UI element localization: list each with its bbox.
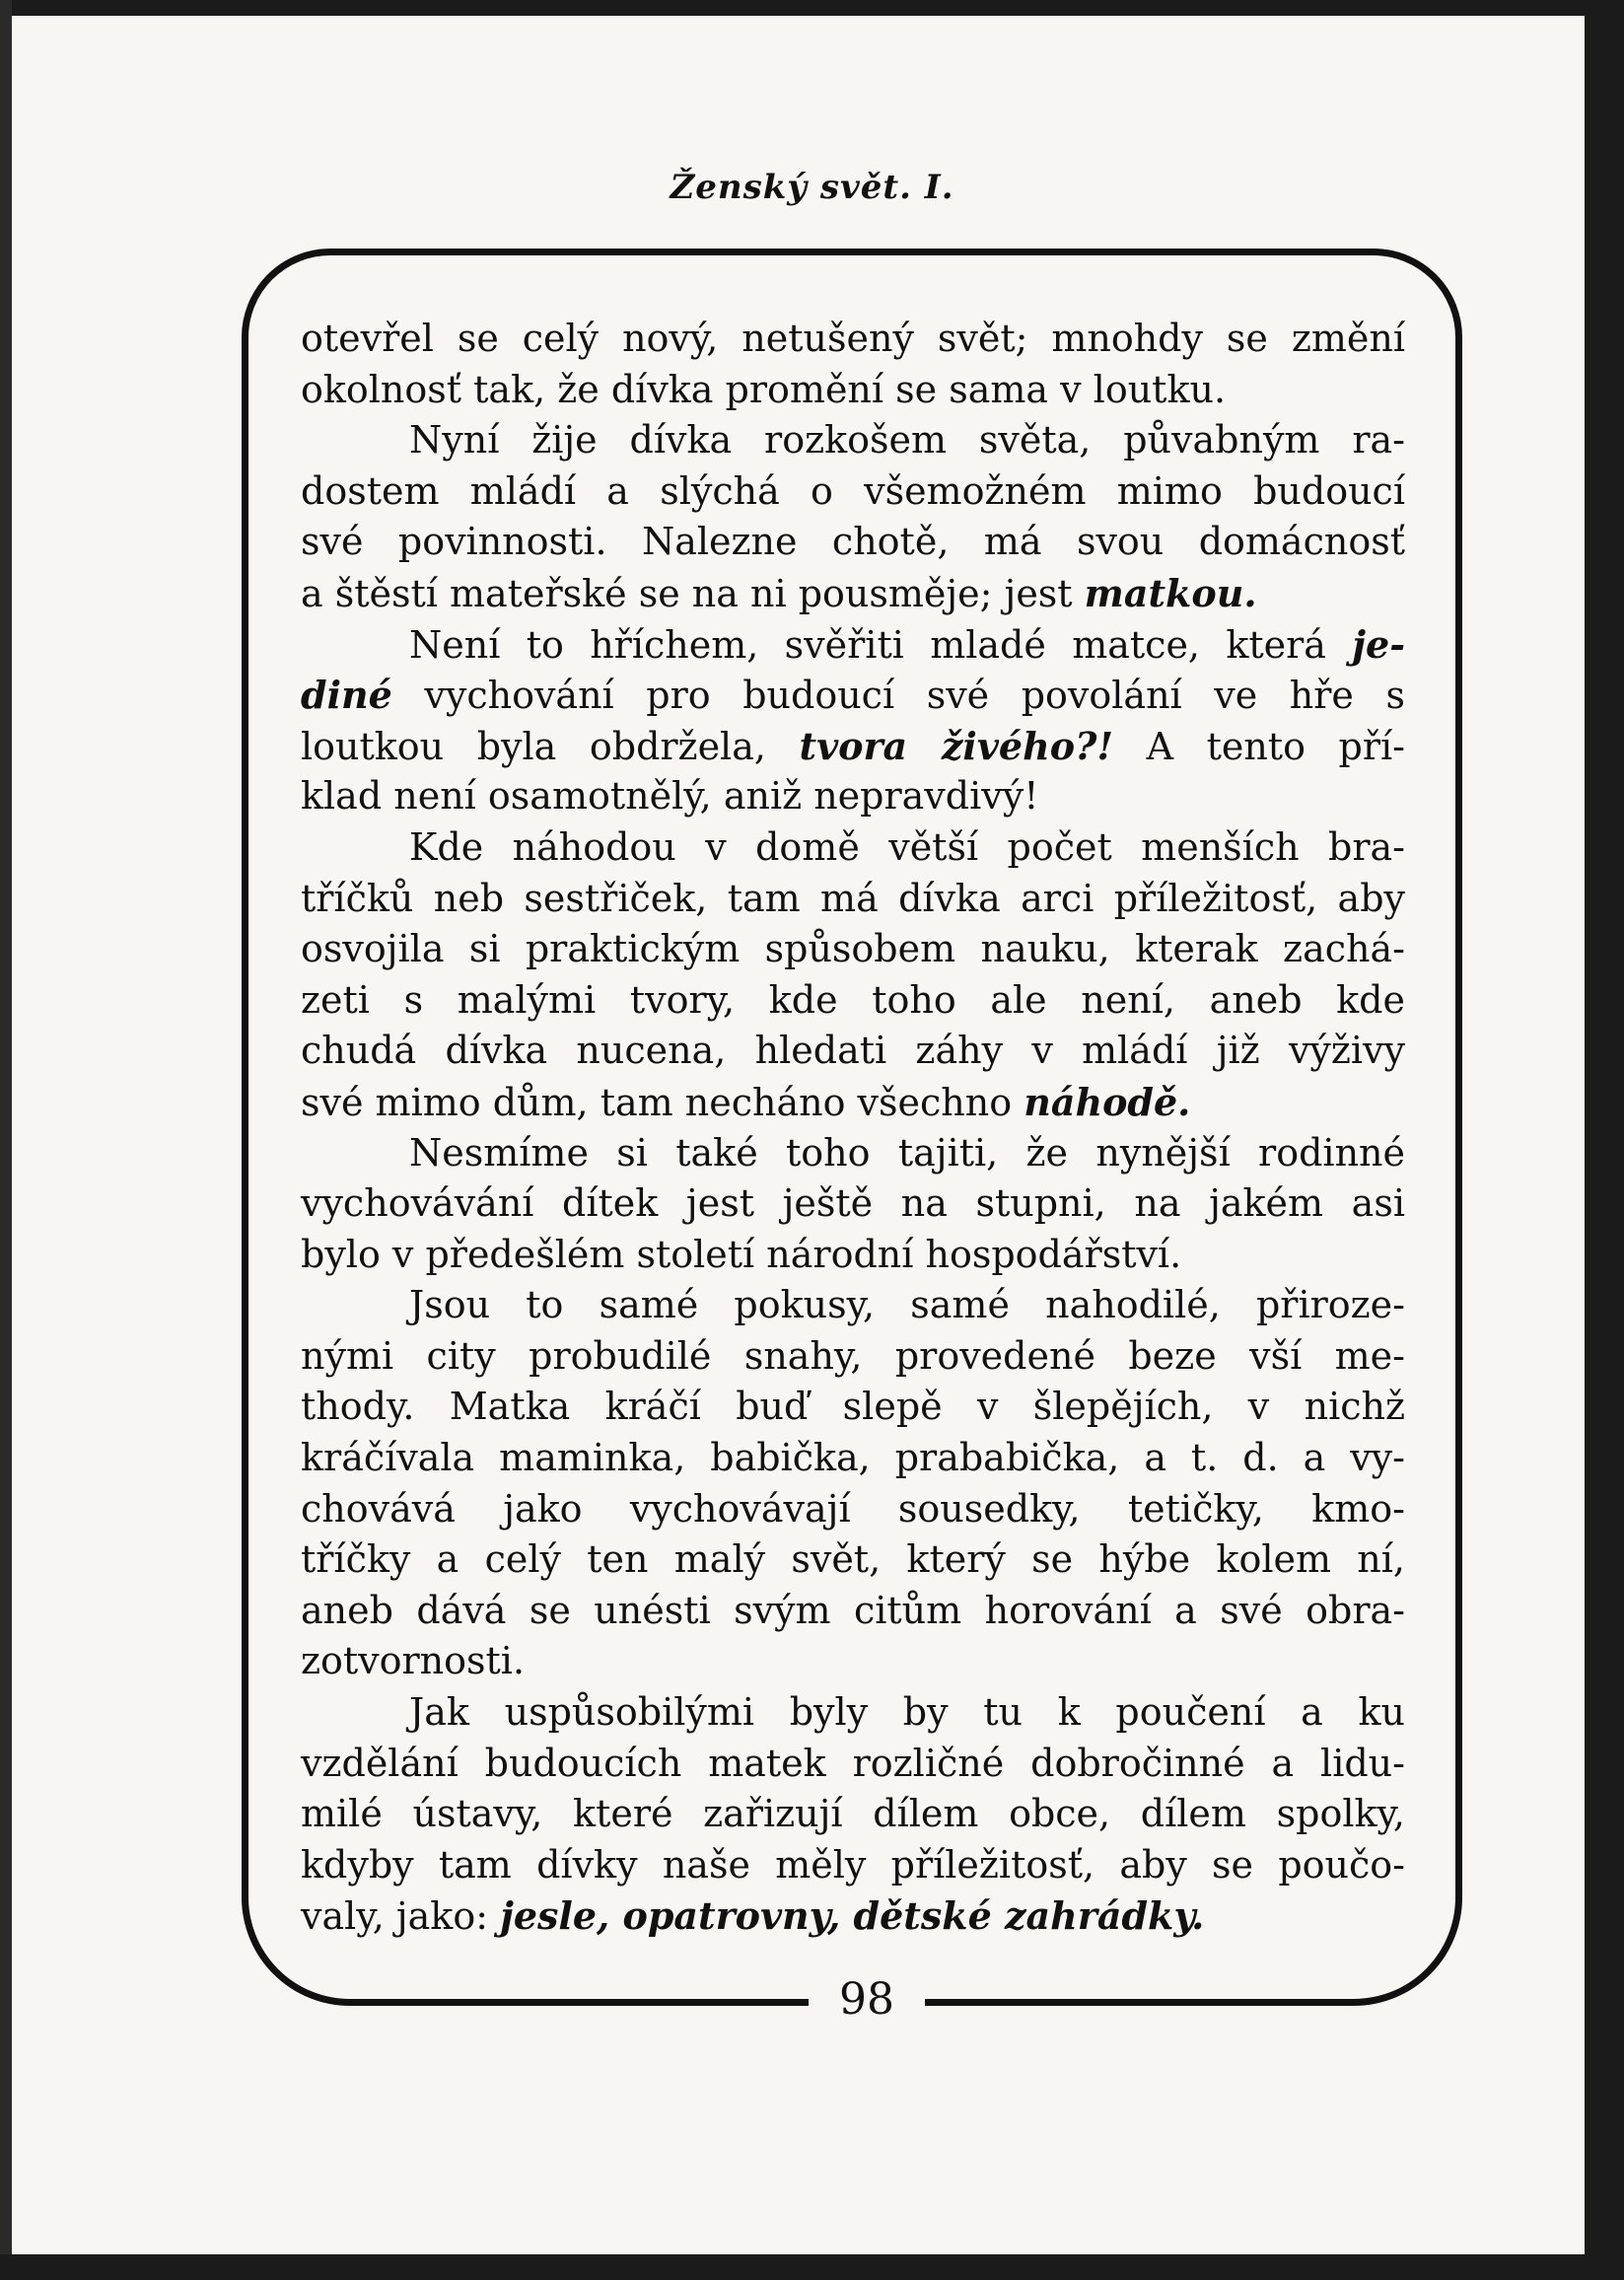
text-line: Nesmíme si také toho tajiti, že nynější rodinné bbox=[409, 1130, 1405, 1175]
text-segment: loutkou byla obdržela, bbox=[301, 724, 800, 768]
text-line: tříčků neb sestřiček, tam má dívka arci příležitosť, aby bbox=[301, 876, 1405, 920]
text-line: vzdělání budoucích matek rozličné dobročinné a lidu- bbox=[301, 1741, 1405, 1785]
text-line: okolnosť tak, že dívka promění se sama v loutku. bbox=[301, 367, 1227, 411]
scan-border-left bbox=[0, 0, 12, 2280]
text-segment: valy, jako: bbox=[301, 1894, 501, 1939]
text-line: zotvornosti. bbox=[301, 1639, 526, 1683]
italic-emphasis: diné bbox=[301, 673, 392, 718]
text-line: Kde náhodou v domě větší počet menších bra- bbox=[409, 824, 1405, 869]
text-line: nými city probudilé snahy, provedené beze vší me- bbox=[301, 1333, 1405, 1378]
text-line: klad není osamotnělý, aniž nepravdivý! bbox=[301, 774, 1039, 819]
text-line: tříčky a celý ten malý svět, který se hýbe kolem ní, bbox=[301, 1537, 1405, 1582]
text-line: kráčívala maminka, babička, prababička, a t. d. a vy- bbox=[301, 1436, 1405, 1480]
italic-emphasis: jesle, opatrovny, dětské zahrádky. bbox=[500, 1893, 1205, 1939]
text-line bbox=[301, 721, 1405, 772]
text-line: dostem mládí a slýchá o všemožném mimo budoucí bbox=[301, 468, 1405, 513]
italic-emphasis: matkou. bbox=[1084, 570, 1257, 615]
text-line bbox=[301, 568, 1405, 619]
text-segment: a štěstí mateřské se na ni pousměje; jest bbox=[301, 571, 1085, 615]
text-line bbox=[301, 619, 1405, 671]
text-line: kdyby tam dívky naše měly příležitosť, aby se poučo- bbox=[301, 1842, 1405, 1887]
text-line: aneb dává se unésti svým citům horování a své obra- bbox=[301, 1588, 1405, 1632]
text-line: bylo v předešlém století národní hospodářství. bbox=[301, 1232, 1182, 1276]
text-line: otevřel se celý nový, netušený svět; mnohdy se změní bbox=[301, 317, 1405, 360]
text-line: chovává jako vychovávají sousedky, tetičky, kmo- bbox=[301, 1486, 1405, 1531]
text-line: své povinnosti. Nalezne chotě, má svou domácnosť bbox=[301, 520, 1405, 564]
text-line: chudá dívka nucena, hledati záhy v mládí již výživy bbox=[301, 1029, 1405, 1073]
text-line: Jsou to samé pokusy, samé nahodilé, přiroze- bbox=[409, 1283, 1405, 1327]
text-segment: A tento pří- bbox=[1113, 724, 1405, 768]
text-line: vychovávání dítek jest ještě na stupni, na jakém asi bbox=[301, 1181, 1405, 1226]
text-line bbox=[301, 670, 1405, 721]
italic-emphasis: je- bbox=[1352, 621, 1405, 667]
running-title: Ženský svět. I. bbox=[670, 168, 954, 207]
text-line: Nyní žije dívka rozkošem světa, půvabným ra- bbox=[409, 418, 1405, 463]
text-segment: své mimo dům, tam necháno všechno bbox=[301, 1080, 1024, 1124]
text-line: osvojila si praktickým spůsobem nauku, kterak zachá- bbox=[301, 927, 1405, 971]
scan-border-bottom bbox=[0, 2254, 1624, 2280]
text-segment: Není to hříchem, svěřiti mladé matce, která bbox=[409, 622, 1353, 667]
text-line: thody. Matka kráčí buď slepě v šlepějích, v nichž bbox=[301, 1385, 1405, 1429]
body-text bbox=[301, 314, 1405, 1942]
text-line bbox=[301, 1077, 1405, 1128]
text-line: zeti s malými tvory, kde toho ale není, aneb kde bbox=[301, 977, 1405, 1022]
text-segment: vychování pro budoucí své povolání ve hře s bbox=[391, 674, 1405, 718]
scan-border-top bbox=[0, 0, 1624, 16]
scan-border-right bbox=[1585, 0, 1624, 2280]
italic-emphasis: tvora živého?! bbox=[799, 723, 1114, 768]
italic-emphasis: náhodě. bbox=[1024, 1079, 1191, 1124]
text-line bbox=[301, 1890, 1405, 1942]
text-line: milé ústavy, které zařizují dílem obce, dílem spolky, bbox=[301, 1792, 1405, 1836]
text-line: Jak uspůsobilými byly by tu k poučení a ku bbox=[409, 1690, 1405, 1735]
page-number: 98 bbox=[839, 1974, 894, 2025]
